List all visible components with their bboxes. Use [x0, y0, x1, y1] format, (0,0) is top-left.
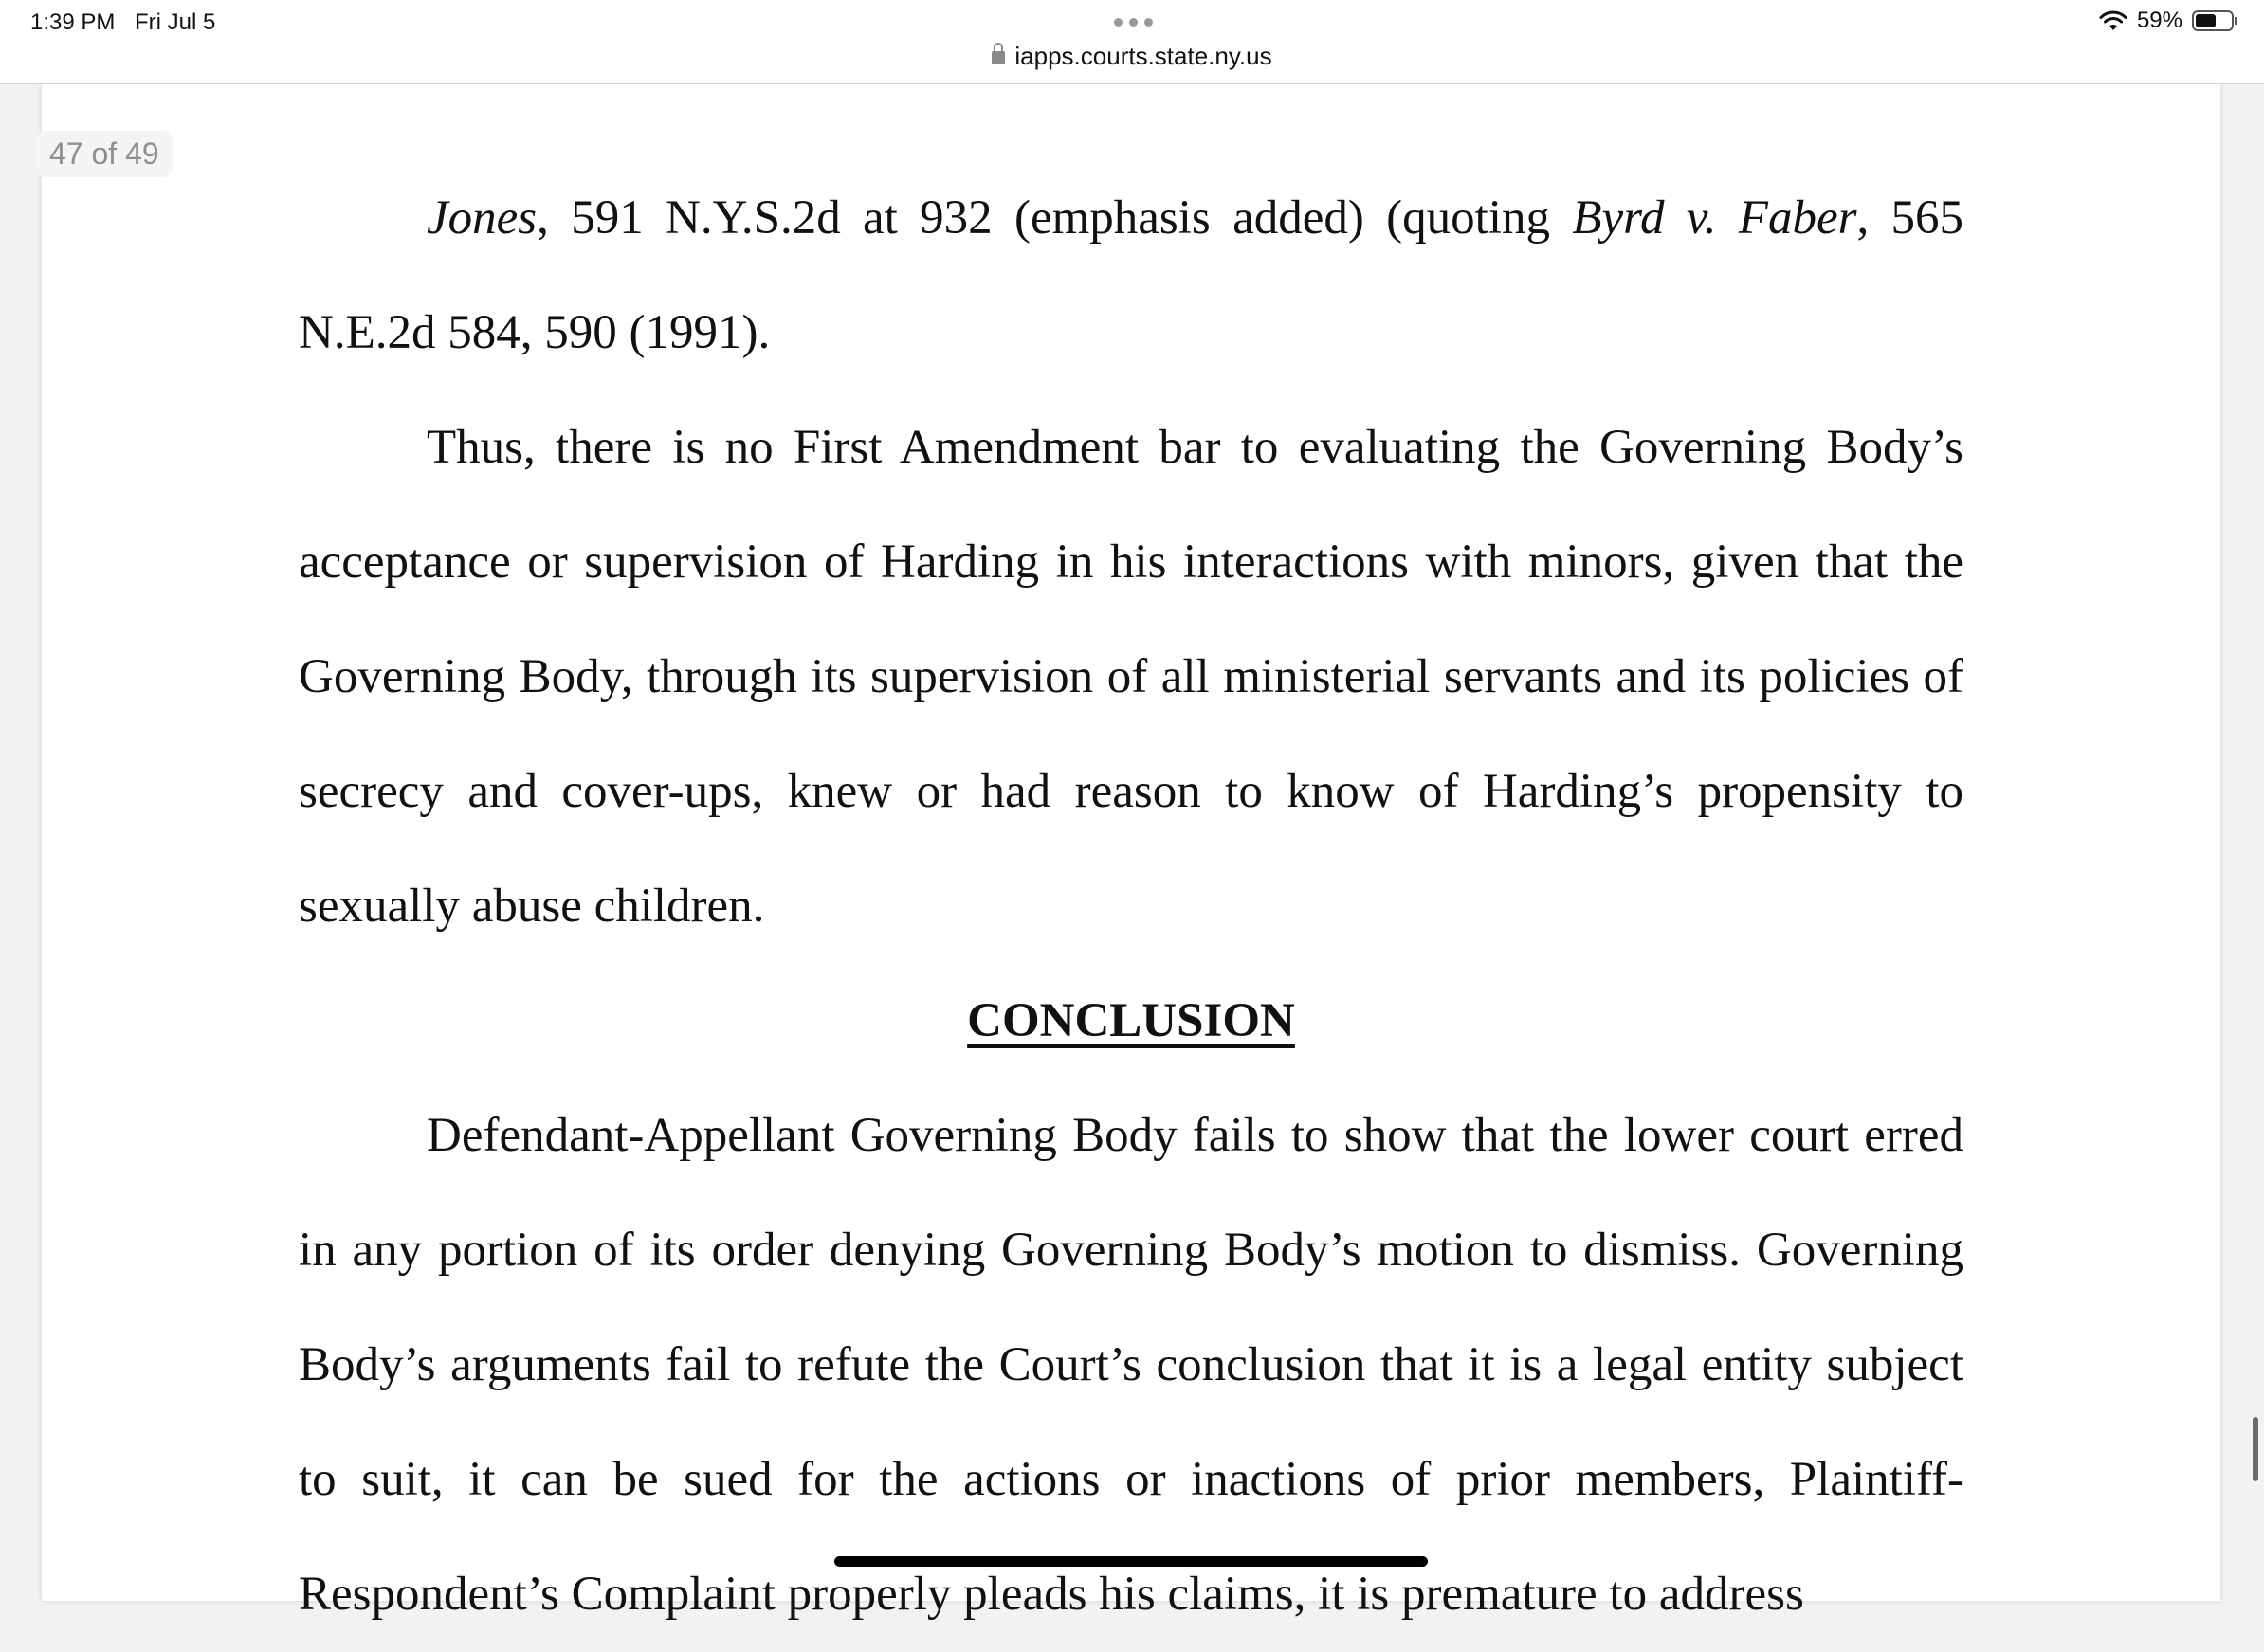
battery-icon [2192, 10, 2234, 31]
citation-byrd: Byrd v. Faber [1572, 191, 1857, 245]
scrollbar-thumb[interactable] [2253, 1417, 2258, 1481]
citation-jones: Jones [427, 191, 538, 245]
battery-percent: 59% [2136, 8, 2182, 33]
address-bar[interactable] [0, 42, 2264, 71]
citation-middle: , 591 N.Y.S.2d at 932 (emphasis added) (quoting [537, 191, 1573, 245]
url-text: iapps.courts.state.ny.us [1014, 42, 1272, 70]
conclusion-heading: CONCLUSION [967, 994, 1295, 1047]
first-amendment-paragraph: Thus, there is no First Amendment bar to evaluating the Governing Body’s acceptance or supervision of Harding in his interactions with minors, given that the Governing Body, through its supervision of all ministerial servants and its policies of secrecy and cover-ups, knew or had reason to know of Harding’s propensity to sexually abuse children. [299, 421, 1963, 933]
more-options-icon[interactable] [1112, 15, 1154, 28]
lock-icon [992, 51, 1005, 64]
status-time: 1:39 PM [30, 9, 116, 35]
browser-top-bar [0, 0, 2264, 84]
citation-end: , 565 N.E.2d 584, 590 (1991). [299, 191, 1964, 359]
citation-paragraph [299, 161, 1963, 390]
battery-level [2196, 14, 2216, 27]
wifi-icon [2099, 10, 2127, 31]
page-indicator: 47 of 49 [36, 131, 173, 177]
status-date: Fri Jul 5 [135, 9, 216, 35]
conclusion-paragraph: Defendant-Appellant Governing Body fails to show that the lower court erred in any portion of its order denying Governing Body’s motion to dismiss. Governing Body’s arguments fail to refute the Court’s conclusion that it is a legal entity subject to suit, it can be sued for the actions or inactions of prior members, Plaintiff-Respondent’s Complaint properly pleads his claims, it is premature to address [299, 1109, 1963, 1621]
home-indicator[interactable] [834, 1556, 1428, 1567]
document-text [299, 161, 1963, 1652]
status-indicators [2099, 8, 2234, 34]
